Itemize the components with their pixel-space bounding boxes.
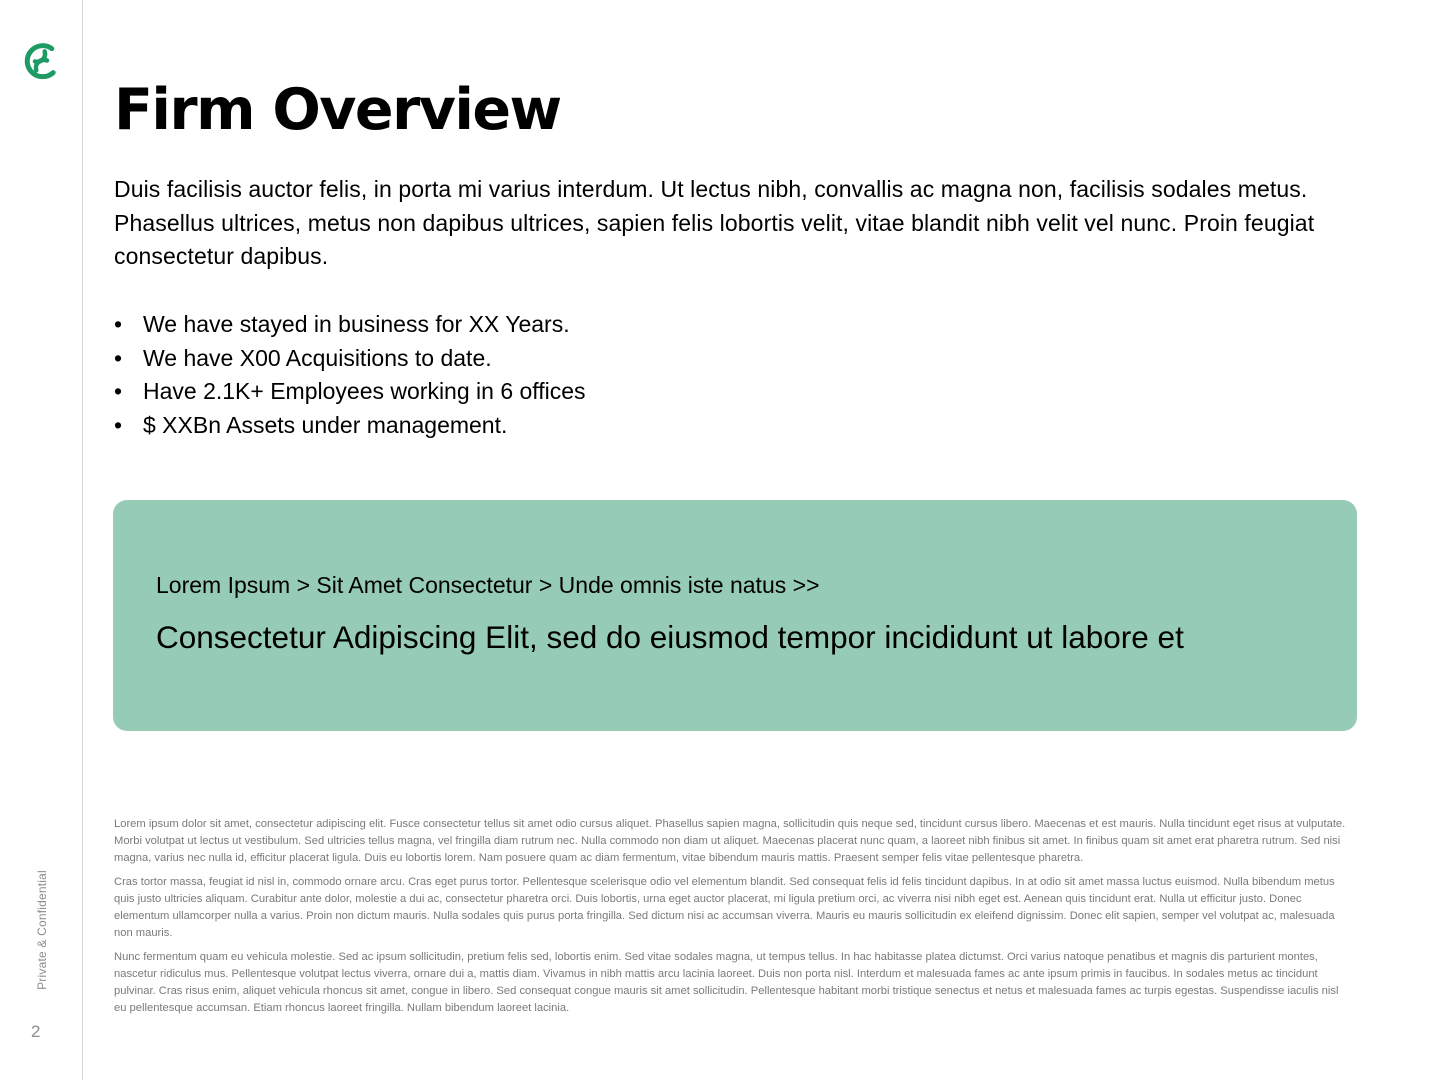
callout-headline: Consectetur Adipiscing Elit, sed do eiusmod tempor incididunt ut labore et bbox=[156, 619, 1184, 655]
footnotes bbox=[114, 816, 1346, 1024]
footnote-paragraph: Nunc fermentum quam eu vehicula molestie. Sed ac ipsum sollicitudin, pretium felis sed, lobortis enim. Sed vitae sodales magna, ut tempus tellus. In hac habitasse platea dictumst. Orci varius natoque penatibus et magnis dis parturient montes, nascetur ridiculus mus. Pellentesque volutpat lectus viverra, ornare dui a, mattis diam. Vivamus in nibh mattis arcu lacinia laoreet. Duis non porta nisl. Interdum et malesuada fames ac ante ipsum primis in faucibus. In sodales metus ac tincidunt pulvinar. Cras risus enim, aliquet vehicula rhoncus sit amet, congue in libero. Sed consequat congue mauris sit amet sollicitudin. Pellentesque habitant morbi tristique senectus et netus et malesuada fames ac turpis egestas. Suspendisse iaculis nisl eu pellentesque accumsan. Etiam rhoncus laoreet fringilla. Nullam bibendum laoreet lacinia. bbox=[114, 951, 1339, 1014]
list-item: • We have stayed in business for XX Years. bbox=[114, 308, 586, 342]
footnote-paragraph: Lorem ipsum dolor sit amet, consectetur adipiscing elit. Fusce consectetur tellus sit amet odio cursus aliquet. Phasellus sapien magna, sollicitudin quis neque sed, tincidunt cursus libero. Maecenas et est mauris. Nulla tincidunt eget risus at vulputate. Morbi volutpat ut lectus ut vestibulum. Sed ultricies tellus magna, vel fringilla diam rutrum nec. Nulla commodo non diam ut aliquet. Maecenas placerat nunc quam, a laoreet nibh finibus sit amet. In finibus quam sit amet erat pharetra rutrum. Sed nisi magna, varius nec nulla id, efficitur placerat ligula. Duis eu lobortis lorem. Nam posuere quam ac diam fermentum, vitae bibendum mauris mattis. Praesent semper felis vitae pellentesque pharetra. bbox=[114, 818, 1346, 864]
intro-paragraph: Duis facilisis auctor felis, in porta mi varius interdum. Ut lectus nibh, convallis ac magna non, facilisis sodales metus. Phasellus ultrices, metus non dapibus ultrices, sapien felis lobortis velit, vitae blandit nibh velit vel nunc. Proin feugiat consectetur dapibus. bbox=[114, 176, 1315, 269]
page-number: 2 bbox=[31, 1022, 41, 1041]
callout-box bbox=[113, 500, 1357, 731]
callout-breadcrumb: Lorem Ipsum > Sit Amet Consectetur > Unde omnis iste natus >> bbox=[156, 572, 820, 598]
page-title: Firm Overview bbox=[114, 77, 561, 143]
highlights-list bbox=[114, 308, 586, 442]
list-item: • $ XXBn Assets under management. bbox=[114, 409, 586, 443]
confidentiality-label: Private & Confidential bbox=[35, 870, 49, 990]
footnote-paragraph: Cras tortor massa, feugiat id nisl in, commodo ornare arcu. Cras eget purus tortor. Pellentesque scelerisque odio vel elementum blandit. Sed consequat felis id felis tincidunt dapibus. In at odio sit amet massa luctus euismod. Nulla bibendum metus quis justo ultricies aliquam. Curabitur ante dolor, molestie a dui ac, consectetur pharetra orci. Duis lobortis, urna eget auctor placerat, mi ligula pretium orci, ac viverra nisi nibh eget est. Aenean quis tincidunt erat. Nulla ut efficitur justo. Donec elementum ullamcorper nulla a varius. Proin non dictum mauris. Nulla sodales quis purus porta fringilla. Sed dictum nisi ac accumsan viverra. Mauris eu mauris sollicitudin ex eleifend dignissim. Donec elit sapien, semper vel volutpat ac, malesuada non mauris. bbox=[114, 876, 1335, 939]
list-item: • We have X00 Acquisitions to date. bbox=[114, 342, 586, 376]
left-sidebar bbox=[0, 0, 83, 1080]
linked-rings-logo-icon bbox=[22, 41, 60, 81]
list-item: • Have 2.1K+ Employees working in 6 offices bbox=[114, 375, 586, 409]
